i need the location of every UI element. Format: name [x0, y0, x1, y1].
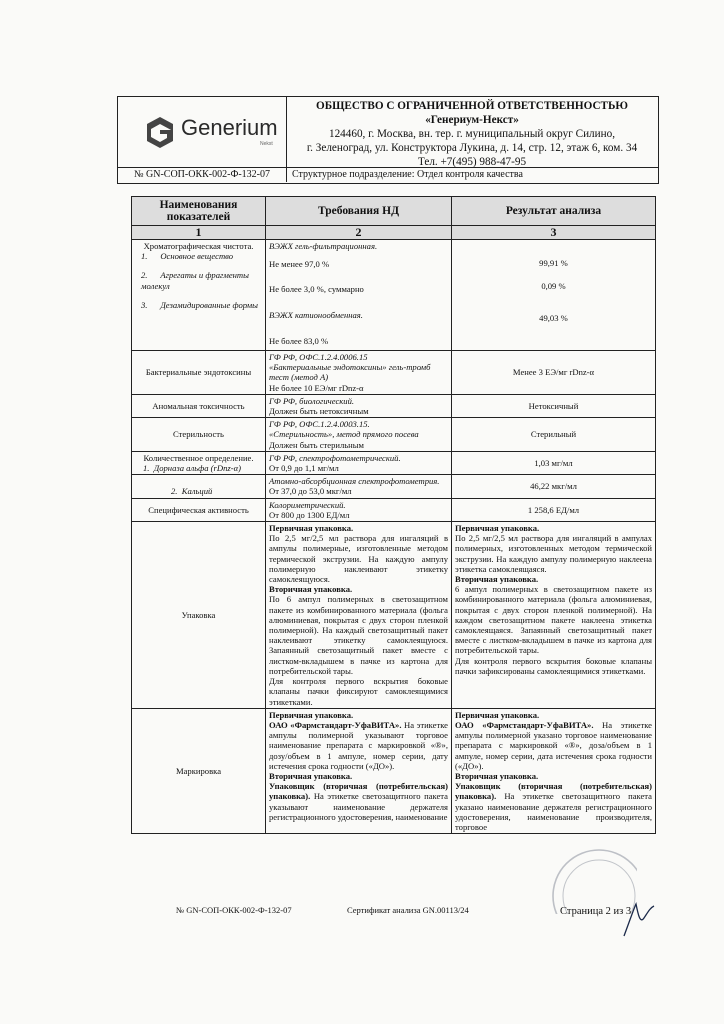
quant-calcium-result: 46,22 мкг/мл	[452, 475, 656, 498]
table-row-packaging	[132, 522, 656, 709]
logo-subtext: Nekst	[260, 141, 273, 147]
quant-calcium-requirements	[266, 475, 452, 498]
table-row-endotoxins	[132, 351, 656, 395]
quant-dornase-method: ГФ РФ, спектрофотометрический.	[269, 452, 401, 463]
packaging-requirements	[266, 522, 452, 709]
endotoxins-limit: Не более 10 ЕЭ/мг rDnz-α	[269, 382, 364, 393]
toxicity-ref: ГФ РФ, биологический.	[269, 395, 355, 406]
packaging-req-secondary-title: Вторичная упаковка.	[269, 584, 353, 595]
col-number-1: 1	[132, 226, 266, 240]
chrom-result-cell	[452, 240, 656, 351]
marking-requirements	[266, 708, 452, 833]
quant-title: Количественное определение.	[143, 452, 254, 463]
sterility-ref: ГФ РФ, ОФС.1.2.4.0003.15.	[269, 419, 370, 430]
table-row-activity	[132, 498, 656, 521]
table-row-sterility	[132, 418, 656, 452]
org-address-line-1: 124460, г. Москва, вн. тер. г. муниципальный округ Силино,	[328, 128, 616, 140]
sterility-limit: Должен быть стерильным	[269, 439, 364, 450]
col-number-2: 2	[266, 226, 452, 240]
marking-res-secondary-title: Вторичная упаковка.	[455, 770, 539, 781]
chrom-res-1: 99,91 %	[539, 258, 568, 268]
endotoxins-ref: ГФ РФ, ОФС.1.2.4.0006.15	[269, 352, 368, 362]
col-header-requirements: Требования НД	[266, 197, 452, 226]
quant-calcium-limit: От 37,0 до 53,0 мкг/мл	[269, 486, 352, 497]
generium-logo-icon	[143, 115, 177, 149]
table-row-marking	[132, 708, 656, 833]
packaging-res-secondary-title: Вторичная упаковка.	[455, 574, 539, 585]
footer-certificate: Сертификат анализа GN.00113/24	[347, 905, 469, 915]
sterility-method: «Стерильность», метод прямого посева	[269, 429, 419, 440]
chrom-res-3: 49,03 %	[539, 313, 568, 324]
sterility-requirements	[266, 418, 452, 452]
header-doc-code: № GN-СОП-ОКК-002-Ф-132-07	[118, 168, 287, 182]
packaging-res-control: Для контроля первого вскрытия боковые клапаны пачки зафиксированы самоклеящимися этикетками.	[455, 655, 652, 676]
quant-param-2: 2. Кальций	[171, 486, 213, 497]
org-short-name: «Генериум-Некст»	[425, 114, 519, 126]
chrom-param-2: 2. Агрегаты и фрагменты молекул	[141, 270, 249, 291]
marking-req-secondary-title: Вторичная упаковка.	[269, 770, 353, 781]
marking-result	[452, 708, 656, 833]
sterility-name: Стерильность	[132, 418, 266, 452]
col-header-indicators: Наименования показателей	[132, 197, 266, 226]
marking-req-primary: ОАО «Фармстандарт-УфаВИТА». На этикетке ампулы полимерной указывают торговое наименование препарата с маркировкой «®», дозу/объем в 1 ампуле, номер серии, дату истечения срока годности («ДО»).	[269, 719, 448, 771]
organization-block	[287, 99, 657, 169]
packaging-name: Упаковка	[132, 522, 266, 709]
quant-calcium-method: Атомно-абсорбционная спектрофотометрия.	[269, 476, 440, 487]
packaging-res-primary-title: Первичная упаковка.	[455, 523, 540, 534]
marking-name: Маркировка	[132, 708, 266, 833]
activity-method: Колориметрический.	[269, 499, 346, 510]
marking-res-primary-title: Первичная упаковка.	[455, 709, 540, 720]
table-row-quant-dornase	[132, 451, 656, 474]
chrom-title: Хроматографическая чистота.	[143, 241, 254, 251]
chrom-req-1: Не менее 97,0 %	[269, 259, 330, 270]
chrom-method-2: ВЭЖХ катионообменная.	[269, 309, 363, 320]
chrom-req-3: Не более 83,0 %	[269, 335, 329, 346]
chrom-requirements-cell	[266, 240, 452, 351]
endotoxins-result: Менее 3 ЕЭ/мг rDnz-α	[452, 351, 656, 395]
marking-req-secondary: Упаковщик (вторичная (потребительская) упаковка). На этикетке светозащитного пакета указывают наименование держателя регистрационного удостоверения, наименование	[269, 781, 448, 822]
table-row-toxicity	[132, 394, 656, 417]
footer-page-number: Страница 2 из 3	[560, 906, 632, 917]
toxicity-limit: Должен быть нетоксичным	[269, 406, 369, 417]
sterility-result: Стерильный	[452, 418, 656, 452]
table-row-chromatographic-purity	[132, 240, 656, 351]
packaging-res-secondary: 6 ампул полимерных в светозащитном пакете из комбинированного материала (фольга алюминиевая, покрытая с двух сторон пленкой полимерной). На каждом светозащитном пакете наклеена этикетка самоклеящаяся. Запаянный светозащитный пакет вместе с листком-вкладышем в пачке из картона для потребительской тары.	[455, 584, 652, 656]
org-name: ОБЩЕСТВО С ОГРАНИЧЕННОЙ ОТВЕТСТВЕННОСТЬЮ	[316, 100, 628, 112]
analysis-table	[131, 196, 656, 834]
toxicity-result: Нетоксичный	[452, 394, 656, 417]
quant-dornase-limit: От 0,9 до 1,1 мг/мл	[269, 463, 339, 474]
toxicity-requirements	[266, 394, 452, 417]
chrom-param-3: 3. Дезамидированные формы	[141, 299, 258, 310]
document-header	[117, 96, 659, 184]
packaging-req-control: Для контроля первого вскрытия боковые клапаны пачки фиксируют самоклеящимися этикетками.	[269, 676, 448, 707]
quant-dornase-requirements	[266, 451, 452, 474]
department: Структурное подразделение: Отдел контроля качества	[292, 169, 523, 180]
packaging-req-primary: По 2,5 мг/2,5 мл раствора для ингаляций в ампулы полимерные, изготовленные методом термической экструзии. На каждую ампулу полимерную наклеивают этикетку самоклеящуюся.	[269, 533, 448, 585]
org-phone: Тел. +7(495) 988-47-95	[417, 156, 527, 168]
endotoxins-name: Бактериальные эндотоксины	[132, 351, 266, 395]
col-number-3: 3	[452, 226, 656, 240]
quant-name-cell	[132, 451, 266, 474]
quant-param-1: 1. Дорназа альфа (rDnz-α)	[143, 463, 241, 474]
table-header-row	[132, 197, 656, 226]
packaging-req-primary-title: Первичная упаковка.	[269, 523, 354, 534]
company-logo	[118, 97, 287, 167]
chrom-name-cell	[132, 240, 266, 351]
chrom-method-1: ВЭЖХ гель-фильтрационная.	[269, 241, 378, 251]
footer-doc-code: № GN-СОП-ОКК-002-Ф-132-07	[176, 905, 292, 915]
endotoxins-method: «Бактериальные эндотоксины» гель-тромб тест (метод А)	[269, 362, 431, 383]
marking-res-secondary: Упаковщик (вторичная (потребительская) упаковка). На этикетке светозащитного пакета указано наименование держателя регистрационного удостоверения, наименование производителя, торговое	[455, 781, 652, 832]
activity-requirements	[266, 498, 452, 521]
packaging-res-primary: По 2,5 мг/2,5 мл раствора для ингаляций в ампулах полимерных, изготовленных методом термической экструзии. На каждую ампулу полимерную наклеена этикетка самоклеящаяся.	[455, 533, 652, 574]
packaging-result	[452, 522, 656, 709]
chrom-req-2: Не более 3,0 %, суммарно	[269, 284, 364, 295]
quant-calcium-name-cell	[132, 475, 266, 498]
column-numbers-row	[132, 226, 656, 240]
chrom-res-2: 0,09 %	[541, 281, 566, 292]
quant-dornase-result: 1,03 мг/мл	[452, 451, 656, 474]
marking-res-primary: ОАО «Фармстандарт-УфаВИТА». На этикетке ампулы полимерной указано торговое наименование препарата с маркировкой «®», доза/объем в 1 ампуле, номер серии, дата истечения срока годности («ДО»).	[455, 719, 652, 771]
endotoxins-requirements	[266, 351, 452, 395]
activity-limit: От 800 до 1300 ЕД/мл	[269, 509, 350, 520]
marking-req-primary-title: Первичная упаковка.	[269, 709, 354, 720]
table-row-quant-calcium	[132, 475, 656, 498]
toxicity-name: Аномальная токсичность	[132, 394, 266, 417]
org-address-line-2: г. Зеленоград, ул. Конструктора Лукина, д. 14, стр. 12, этаж 6, ком. 34	[306, 142, 638, 154]
col-header-result: Результат анализа	[452, 197, 656, 226]
logo-text: Generium	[181, 115, 278, 140]
chrom-param-1: 1. Основное вещество	[141, 251, 234, 262]
activity-name: Специфическая активность	[132, 498, 266, 521]
activity-result: 1 258,6 ЕД/мл	[452, 498, 656, 521]
packaging-req-secondary: По 6 ампул полимерных в светозащитном пакете из комбинированного материала (фольга алюминиевая, покрытая с двух сторон пленкой полимерной). На каждый светозащитный пакет наклеивают этикетку самоклеящуюся. Запаянный светозащитный пакет вместе с листком-вкладышем в пачке из картона для потребительской тары.	[269, 594, 448, 676]
